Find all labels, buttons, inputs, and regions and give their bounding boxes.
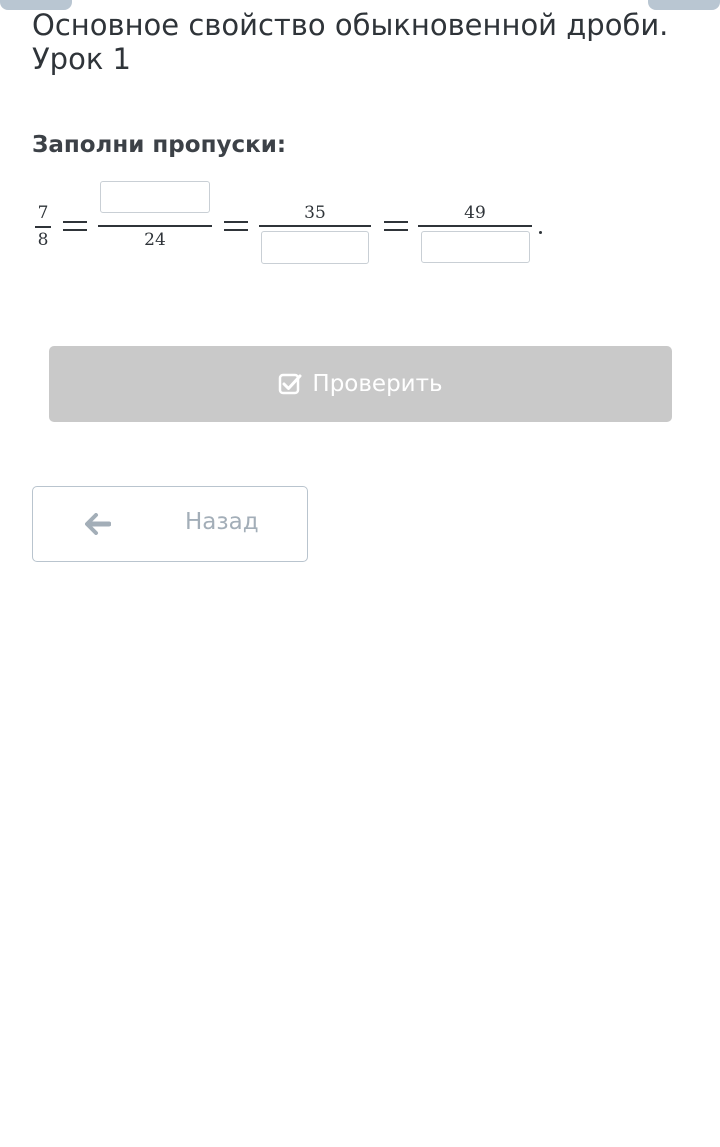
lesson-title-line1: Основное свойство обыкновенной дроби. (32, 8, 669, 42)
equals-sign-1 (63, 221, 87, 231)
fraction3-denominator-input[interactable] (261, 231, 369, 264)
back-button[interactable] (32, 486, 308, 562)
check-button-label: Проверить (312, 371, 443, 397)
fraction4-denominator-input[interactable] (421, 231, 530, 263)
fraction3-bar (259, 225, 371, 227)
fraction3-numerator: 35 (304, 203, 326, 223)
check-button[interactable] (49, 346, 672, 422)
fraction4-numerator: 49 (464, 203, 486, 223)
fraction1-numerator: 7 (37, 203, 49, 223)
fraction2-bar (98, 225, 212, 227)
fraction2-denominator: 24 (144, 230, 166, 250)
arrow-left-icon (85, 513, 111, 535)
fraction4-bar (418, 225, 532, 227)
task-instruction: Заполни пропуски: (32, 132, 287, 158)
equation-period (539, 231, 542, 234)
fraction2-numerator-input[interactable] (100, 181, 210, 213)
fraction1-denominator: 8 (37, 230, 49, 250)
equals-sign-2 (224, 221, 248, 231)
back-button-label: Назад (185, 509, 259, 535)
equals-sign-3 (384, 221, 408, 231)
fraction-equation (0, 176, 720, 276)
lesson-title-line2: Урок 1 (32, 42, 132, 76)
fraction1-bar (35, 226, 51, 228)
lesson-title (32, 8, 702, 76)
checkbox-check-icon (278, 372, 302, 396)
